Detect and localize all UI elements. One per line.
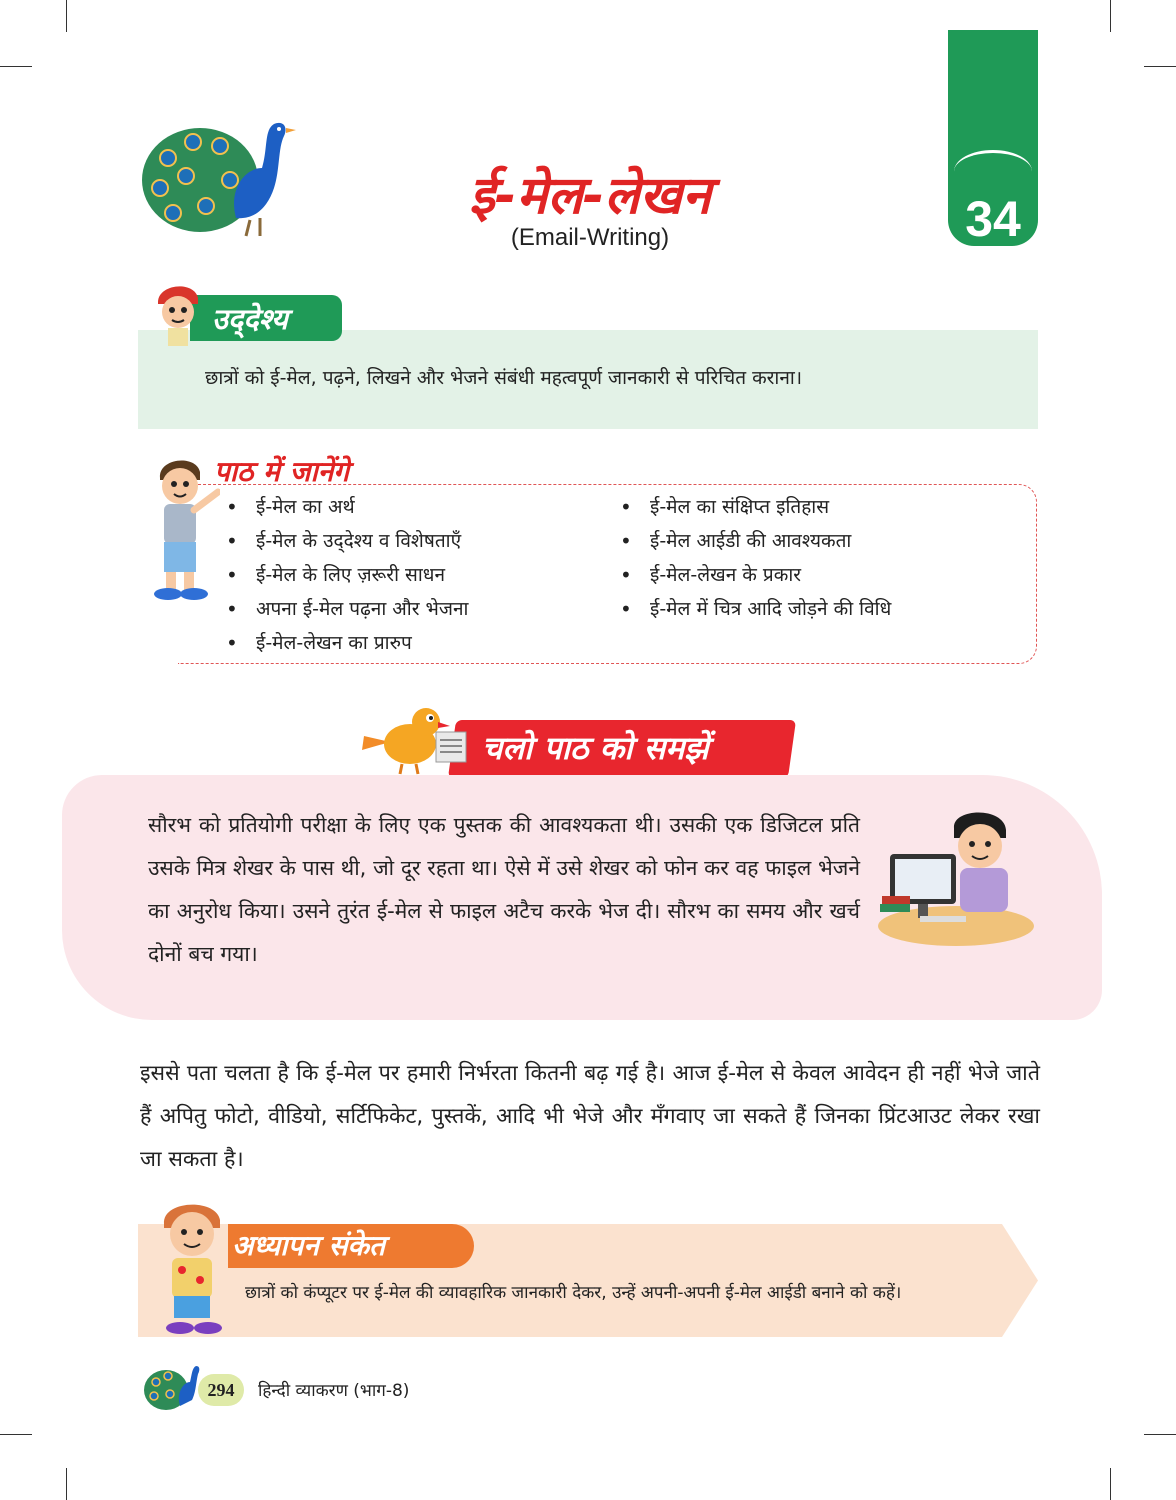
crop-mark — [0, 1434, 32, 1435]
chapter-badge — [948, 30, 1038, 246]
chapter-subtitle: (Email-Writing) — [510, 224, 670, 251]
learn-list-right — [616, 490, 1016, 626]
crop-mark — [66, 1468, 67, 1500]
chapter-number: 34 — [965, 191, 1021, 247]
teaching-hint-label: अध्यापन संकेत — [232, 1229, 385, 1262]
peacock-icon — [138, 108, 308, 240]
objective-label: उद्‌देश्य — [212, 302, 288, 336]
list-item: • ई-मेल के लिए ज़रूरी साधन — [222, 558, 602, 592]
lesson-banner-label: चलो पाठ को समझें — [482, 729, 709, 767]
learn-label: पाठ में जानेंगे — [214, 455, 349, 488]
book-title: हिन्दी व्याकरण (भाग-8) — [258, 1381, 410, 1401]
list-item: • ई-मेल का अर्थ — [222, 490, 602, 524]
crop-mark — [66, 0, 67, 32]
list-item: • ई-मेल आईडी की आवश्यकता — [616, 524, 1016, 558]
crop-mark — [1110, 1468, 1111, 1500]
objective-text: छात्रों को ई-मेल, पढ़ने, लिखने और भेजने संबंधी महत्वपूर्ण जानकारी से परिचित कराना। — [205, 367, 803, 389]
crop-mark — [1144, 1434, 1176, 1435]
learn-list-left — [222, 490, 602, 660]
body-paragraph: इससे पता चलता है कि ई-मेल पर हमारी निर्भरता कितनी बढ़ गई है। आज ई-मेल से केवल आवेदन ही नहीं भेजे जाते हैं अपितु फोटो, वीडियो, सर्टिफिकेट, पुस्तकें, आदि भी भेजे और मँगवाए जा सकते हैं जिनका प्रिंटआउट लेकर रखा जा सकता है। — [140, 1061, 1040, 1172]
list-item: • ई-मेल के उद्‌देश्य व विशेषताएँ — [222, 524, 602, 558]
boy-face-icon — [150, 278, 206, 348]
crop-mark — [0, 66, 32, 67]
list-item: • अपना ई-मेल पढ़ना और भेजना — [222, 592, 602, 626]
boy-pointing-icon — [148, 452, 220, 602]
peacock-footer-icon — [142, 1362, 202, 1414]
boy-computer-icon — [876, 808, 1036, 948]
chapter-title: ई-मेल-लेखन — [469, 166, 711, 226]
list-item: • ई-मेल का संक्षिप्त इतिहास — [616, 490, 1016, 524]
list-item: • ई-मेल-लेखन का प्रारुप — [222, 626, 602, 660]
crop-mark — [1110, 0, 1111, 32]
crop-mark — [1144, 66, 1176, 67]
list-item: • ई-मेल में चित्र आदि जोड़ने की विधि — [616, 592, 1016, 626]
boy-thumbs-up-icon — [150, 1196, 240, 1342]
page-number: 294 — [198, 1374, 244, 1406]
bird-reading-icon — [360, 696, 470, 776]
story-text: सौरभ को प्रतियोगी परीक्षा के लिए एक पुस्तक की आवश्यकता थी। उसकी एक डिजिटल प्रति उसके मित्र शेखर के पास थी, जो दूर रहता था। ऐसे में उसे शेखर को फोन कर वह फाइल भेजने का अनुरोध किया। उसने तुरंत ई-मेल से फाइल अटैच करके भेज दी। सौरभ का समय और खर्च दोनों बच गया। — [148, 813, 860, 966]
list-item: • ई-मेल-लेखन के प्रकार — [616, 558, 1016, 592]
badge-arc — [954, 150, 1032, 193]
teaching-hint-text: छात्रों को कंप्यूटर पर ई-मेल की व्यावहारिक जानकारी देकर, उन्हें अपनी-अपनी ई-मेल आईडी बनाने को कहें। — [245, 1283, 902, 1303]
